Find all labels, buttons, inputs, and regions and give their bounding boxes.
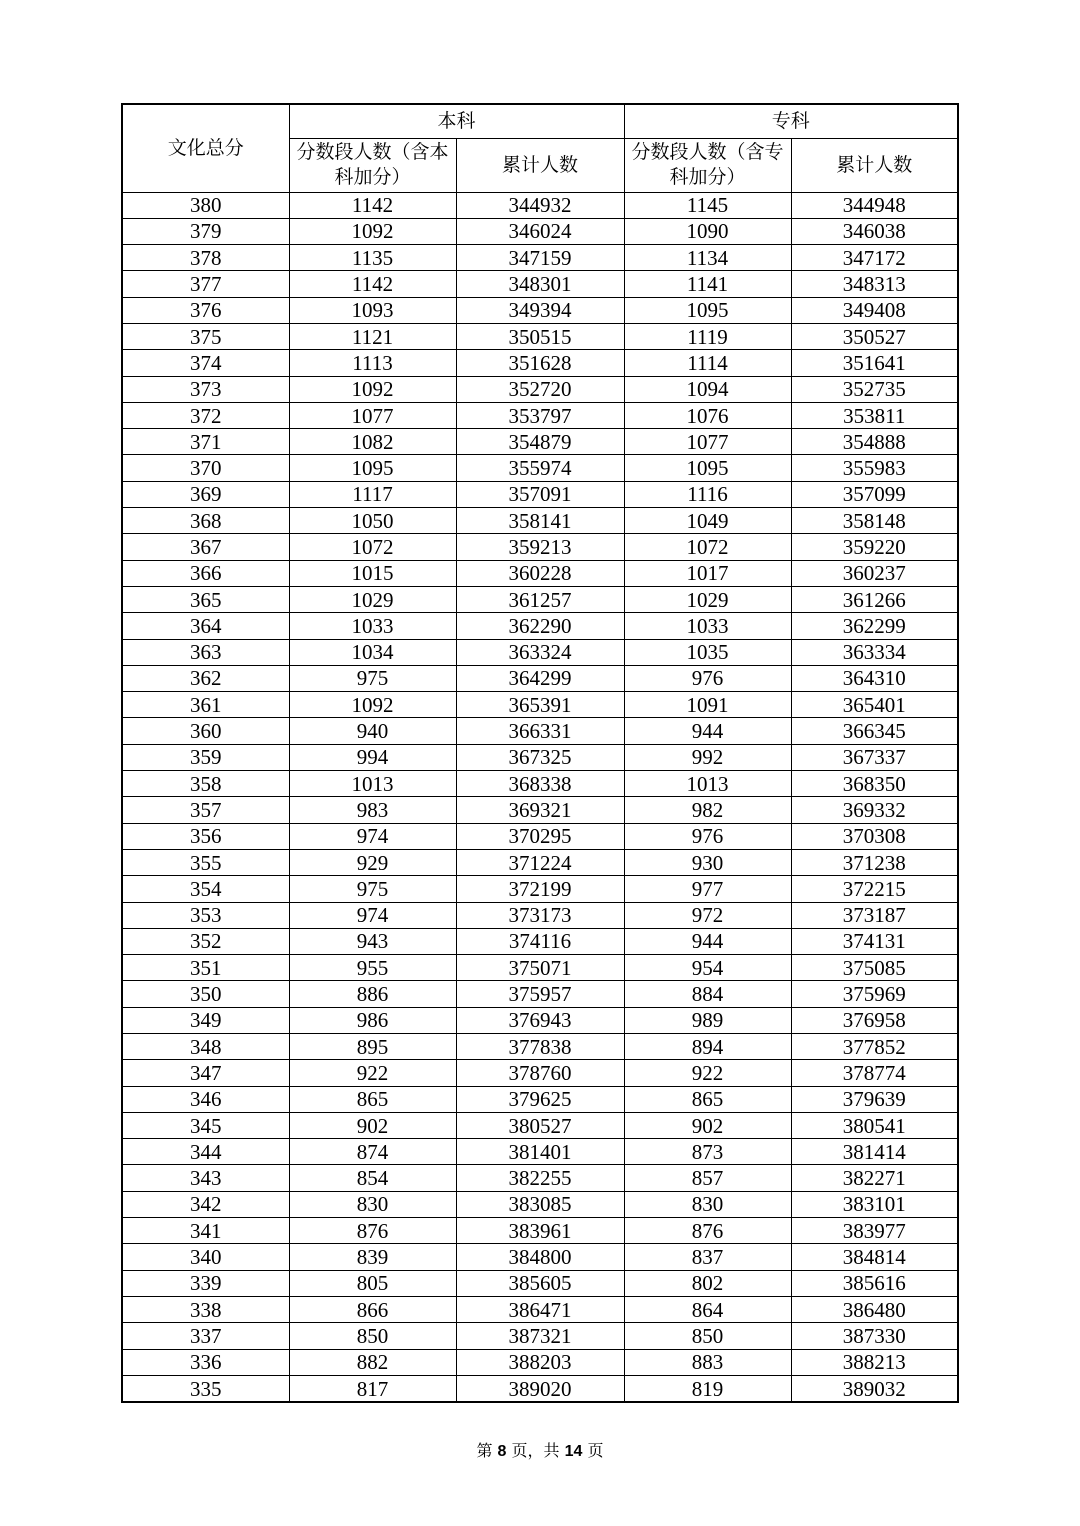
- cell-undergrad-cumulative: 368338: [456, 771, 624, 797]
- cell-undergrad-segment: 922: [289, 1060, 456, 1086]
- cell-score: 378: [122, 245, 289, 271]
- table-row: [122, 1375, 958, 1402]
- table-row: [122, 297, 958, 323]
- cell-junior-segment: 922: [624, 1060, 791, 1086]
- footer-page-number: 8: [497, 1443, 507, 1460]
- cell-junior-cumulative: 355983: [791, 455, 958, 481]
- cell-undergrad-cumulative: 369321: [456, 797, 624, 823]
- cell-junior-segment: 1095: [624, 297, 791, 323]
- table-row: [122, 1191, 958, 1217]
- cell-score: 348: [122, 1034, 289, 1060]
- table-row: [122, 981, 958, 1007]
- table-header: [122, 104, 958, 192]
- cell-junior-segment: 1035: [624, 639, 791, 665]
- cell-junior-cumulative: 354888: [791, 429, 958, 455]
- cell-junior-segment: 873: [624, 1139, 791, 1165]
- cell-score: 380: [122, 192, 289, 218]
- cell-undergrad-cumulative: 354879: [456, 429, 624, 455]
- table-row: [122, 797, 958, 823]
- cell-undergrad-segment: 986: [289, 1007, 456, 1033]
- cell-junior-segment: 954: [624, 955, 791, 981]
- cell-undergrad-cumulative: 379625: [456, 1086, 624, 1112]
- table-row: [122, 1270, 958, 1296]
- cell-undergrad-cumulative: 373173: [456, 902, 624, 928]
- cell-junior-cumulative: 376958: [791, 1007, 958, 1033]
- cell-undergrad-cumulative: 363324: [456, 639, 624, 665]
- cell-undergrad-cumulative: 346024: [456, 218, 624, 244]
- table-row: [122, 1034, 958, 1060]
- cell-junior-segment: 883: [624, 1349, 791, 1375]
- cell-junior-cumulative: 381414: [791, 1139, 958, 1165]
- cell-undergrad-segment: 1142: [289, 271, 456, 297]
- cell-junior-segment: 1076: [624, 402, 791, 428]
- table-row: [122, 928, 958, 954]
- table-row: [122, 955, 958, 981]
- table-row: [122, 1139, 958, 1165]
- table-row: [122, 1323, 958, 1349]
- cell-junior-cumulative: 350527: [791, 323, 958, 349]
- table-row: [122, 1086, 958, 1112]
- cell-undergrad-cumulative: 349394: [456, 297, 624, 323]
- cell-junior-cumulative: 380541: [791, 1112, 958, 1138]
- cell-undergrad-cumulative: 374116: [456, 928, 624, 954]
- cell-junior-cumulative: 389032: [791, 1375, 958, 1402]
- cell-junior-segment: 1114: [624, 350, 791, 376]
- cell-undergrad-cumulative: 371224: [456, 849, 624, 875]
- cell-junior-cumulative: 348313: [791, 271, 958, 297]
- cell-undergrad-segment: 854: [289, 1165, 456, 1191]
- cell-junior-segment: 819: [624, 1375, 791, 1402]
- cell-score: 335: [122, 1375, 289, 1402]
- cell-junior-cumulative: 353811: [791, 402, 958, 428]
- cell-junior-segment: 976: [624, 665, 791, 691]
- cell-junior-segment: 977: [624, 876, 791, 902]
- cell-undergrad-cumulative: 370295: [456, 823, 624, 849]
- cell-undergrad-cumulative: 382255: [456, 1165, 624, 1191]
- table-row: [122, 1007, 958, 1033]
- cell-score: 367: [122, 534, 289, 560]
- cell-junior-cumulative: 368350: [791, 771, 958, 797]
- table-row: [122, 1349, 958, 1375]
- cell-junior-segment: 1119: [624, 323, 791, 349]
- cell-junior-segment: 972: [624, 902, 791, 928]
- table-row: [122, 376, 958, 402]
- score-distribution-table: [121, 103, 959, 1403]
- cell-junior-cumulative: 372215: [791, 876, 958, 902]
- cell-junior-segment: 1141: [624, 271, 791, 297]
- cell-undergrad-cumulative: 380527: [456, 1112, 624, 1138]
- cell-junior-segment: 930: [624, 849, 791, 875]
- table-row: [122, 718, 958, 744]
- cell-undergrad-segment: 975: [289, 876, 456, 902]
- table-row: [122, 402, 958, 428]
- cell-junior-cumulative: 378774: [791, 1060, 958, 1086]
- cell-undergrad-cumulative: 383961: [456, 1218, 624, 1244]
- table-row: [122, 1112, 958, 1138]
- cell-junior-segment: 1077: [624, 429, 791, 455]
- table-row: [122, 1060, 958, 1086]
- cell-junior-cumulative: 375969: [791, 981, 958, 1007]
- cell-undergrad-segment: 1033: [289, 613, 456, 639]
- footer-total-pages: 14: [564, 1443, 583, 1460]
- cell-junior-cumulative: 361266: [791, 586, 958, 612]
- footer-middle: 页，共: [511, 1441, 560, 1460]
- cell-junior-segment: 857: [624, 1165, 791, 1191]
- cell-undergrad-segment: 975: [289, 665, 456, 691]
- table-row: [122, 192, 958, 218]
- cell-junior-cumulative: 377852: [791, 1034, 958, 1060]
- cell-undergrad-cumulative: 344932: [456, 192, 624, 218]
- cell-junior-segment: 1116: [624, 481, 791, 507]
- cell-junior-cumulative: 362299: [791, 613, 958, 639]
- cell-undergrad-segment: 1050: [289, 508, 456, 534]
- cell-score: 337: [122, 1323, 289, 1349]
- header-junior-segment: 分数段人数（含专科加分）: [624, 138, 791, 192]
- cell-undergrad-cumulative: 355974: [456, 455, 624, 481]
- cell-junior-segment: 1017: [624, 560, 791, 586]
- table-row: [122, 665, 958, 691]
- cell-undergrad-segment: 1095: [289, 455, 456, 481]
- cell-score: 341: [122, 1218, 289, 1244]
- cell-junior-cumulative: 375085: [791, 955, 958, 981]
- cell-undergrad-cumulative: 360228: [456, 560, 624, 586]
- cell-junior-cumulative: 371238: [791, 849, 958, 875]
- cell-undergrad-cumulative: 350515: [456, 323, 624, 349]
- cell-undergrad-cumulative: 378760: [456, 1060, 624, 1086]
- cell-undergrad-cumulative: 372199: [456, 876, 624, 902]
- cell-junior-segment: 989: [624, 1007, 791, 1033]
- table-row: [122, 323, 958, 349]
- cell-undergrad-segment: 1013: [289, 771, 456, 797]
- table-row: [122, 429, 958, 455]
- cell-undergrad-segment: 865: [289, 1086, 456, 1112]
- cell-score: 353: [122, 902, 289, 928]
- cell-junior-cumulative: 373187: [791, 902, 958, 928]
- cell-junior-segment: 1033: [624, 613, 791, 639]
- cell-score: 375: [122, 323, 289, 349]
- cell-undergrad-segment: 955: [289, 955, 456, 981]
- cell-undergrad-cumulative: 381401: [456, 1139, 624, 1165]
- cell-score: 347: [122, 1060, 289, 1086]
- cell-score: 342: [122, 1191, 289, 1217]
- cell-score: 368: [122, 508, 289, 534]
- cell-junior-cumulative: 365401: [791, 692, 958, 718]
- cell-undergrad-segment: 850: [289, 1323, 456, 1349]
- cell-score: 336: [122, 1349, 289, 1375]
- cell-junior-segment: 1049: [624, 508, 791, 534]
- header-undergrad-segment: 分数段人数（含本科加分）: [289, 138, 456, 192]
- cell-score: 340: [122, 1244, 289, 1270]
- table-row: [122, 771, 958, 797]
- cell-score: 377: [122, 271, 289, 297]
- table-row: [122, 508, 958, 534]
- cell-undergrad-segment: 940: [289, 718, 456, 744]
- cell-undergrad-segment: 1029: [289, 586, 456, 612]
- cell-score: 363: [122, 639, 289, 665]
- cell-junior-cumulative: 357099: [791, 481, 958, 507]
- cell-score: 370: [122, 455, 289, 481]
- cell-undergrad-segment: 1142: [289, 192, 456, 218]
- cell-undergrad-cumulative: 375071: [456, 955, 624, 981]
- cell-undergrad-segment: 1082: [289, 429, 456, 455]
- cell-score: 343: [122, 1165, 289, 1191]
- cell-junior-segment: 982: [624, 797, 791, 823]
- cell-undergrad-cumulative: 351628: [456, 350, 624, 376]
- header-undergrad-cumulative: 累计人数: [456, 138, 624, 192]
- cell-undergrad-cumulative: 358141: [456, 508, 624, 534]
- cell-undergrad-segment: 882: [289, 1349, 456, 1375]
- cell-undergrad-cumulative: 361257: [456, 586, 624, 612]
- cell-junior-segment: 992: [624, 744, 791, 770]
- page-footer: [0, 1438, 1080, 1461]
- cell-score: 372: [122, 402, 289, 428]
- cell-junior-cumulative: 346038: [791, 218, 958, 244]
- cell-junior-cumulative: 363334: [791, 639, 958, 665]
- cell-score: 355: [122, 849, 289, 875]
- cell-junior-cumulative: 359220: [791, 534, 958, 560]
- cell-undergrad-cumulative: 366331: [456, 718, 624, 744]
- cell-junior-cumulative: 358148: [791, 508, 958, 534]
- cell-junior-segment: 884: [624, 981, 791, 1007]
- cell-undergrad-segment: 886: [289, 981, 456, 1007]
- table-row: [122, 1244, 958, 1270]
- cell-junior-cumulative: 388213: [791, 1349, 958, 1375]
- cell-undergrad-segment: 876: [289, 1218, 456, 1244]
- cell-undergrad-cumulative: 348301: [456, 271, 624, 297]
- cell-undergrad-cumulative: 389020: [456, 1375, 624, 1402]
- table-row: [122, 455, 958, 481]
- cell-undergrad-cumulative: 365391: [456, 692, 624, 718]
- header-junior-cumulative: 累计人数: [791, 138, 958, 192]
- cell-undergrad-segment: 983: [289, 797, 456, 823]
- cell-undergrad-cumulative: 347159: [456, 245, 624, 271]
- header-junior: 专科: [624, 104, 958, 138]
- cell-junior-cumulative: 364310: [791, 665, 958, 691]
- cell-undergrad-segment: 874: [289, 1139, 456, 1165]
- cell-junior-cumulative: 382271: [791, 1165, 958, 1191]
- cell-junior-segment: 902: [624, 1112, 791, 1138]
- cell-junior-cumulative: 387330: [791, 1323, 958, 1349]
- cell-junior-cumulative: 344948: [791, 192, 958, 218]
- cell-undergrad-cumulative: 376943: [456, 1007, 624, 1033]
- cell-score: 369: [122, 481, 289, 507]
- cell-score: 345: [122, 1112, 289, 1138]
- cell-junior-segment: 1029: [624, 586, 791, 612]
- cell-score: 350: [122, 981, 289, 1007]
- footer-suffix: 页: [587, 1441, 604, 1460]
- cell-undergrad-cumulative: 387321: [456, 1323, 624, 1349]
- cell-undergrad-segment: 1135: [289, 245, 456, 271]
- cell-undergrad-cumulative: 377838: [456, 1034, 624, 1060]
- table-row: [122, 218, 958, 244]
- cell-junior-segment: 944: [624, 928, 791, 954]
- cell-junior-cumulative: 366345: [791, 718, 958, 744]
- cell-undergrad-cumulative: 388203: [456, 1349, 624, 1375]
- cell-junior-segment: 1091: [624, 692, 791, 718]
- cell-junior-cumulative: 367337: [791, 744, 958, 770]
- table-row: [122, 481, 958, 507]
- cell-junior-segment: 1072: [624, 534, 791, 560]
- cell-undergrad-cumulative: 386471: [456, 1296, 624, 1322]
- cell-junior-cumulative: 374131: [791, 928, 958, 954]
- cell-score: 360: [122, 718, 289, 744]
- cell-junior-cumulative: 385616: [791, 1270, 958, 1296]
- cell-score: 364: [122, 613, 289, 639]
- cell-score: 365: [122, 586, 289, 612]
- cell-score: 351: [122, 955, 289, 981]
- cell-junior-segment: 1094: [624, 376, 791, 402]
- cell-undergrad-segment: 1117: [289, 481, 456, 507]
- table-row: [122, 823, 958, 849]
- cell-score: 356: [122, 823, 289, 849]
- cell-junior-segment: 850: [624, 1323, 791, 1349]
- cell-undergrad-cumulative: 383085: [456, 1191, 624, 1217]
- cell-undergrad-cumulative: 357091: [456, 481, 624, 507]
- cell-junior-cumulative: 349408: [791, 297, 958, 323]
- cell-score: 373: [122, 376, 289, 402]
- table-row: [122, 1165, 958, 1191]
- cell-undergrad-cumulative: 364299: [456, 665, 624, 691]
- table-body: [122, 192, 958, 1402]
- cell-junior-cumulative: 360237: [791, 560, 958, 586]
- cell-score: 357: [122, 797, 289, 823]
- cell-score: 344: [122, 1139, 289, 1165]
- cell-junior-cumulative: 383101: [791, 1191, 958, 1217]
- cell-junior-segment: 802: [624, 1270, 791, 1296]
- cell-undergrad-segment: 830: [289, 1191, 456, 1217]
- cell-score: 354: [122, 876, 289, 902]
- cell-junior-segment: 1090: [624, 218, 791, 244]
- cell-undergrad-segment: 1113: [289, 350, 456, 376]
- cell-junior-cumulative: 386480: [791, 1296, 958, 1322]
- cell-score: 338: [122, 1296, 289, 1322]
- cell-junior-segment: 976: [624, 823, 791, 849]
- cell-score: 346: [122, 1086, 289, 1112]
- cell-undergrad-segment: 1077: [289, 402, 456, 428]
- cell-score: 361: [122, 692, 289, 718]
- cell-junior-segment: 876: [624, 1218, 791, 1244]
- cell-undergrad-segment: 1034: [289, 639, 456, 665]
- header-undergrad: 本科: [289, 104, 624, 138]
- table-row: [122, 560, 958, 586]
- cell-junior-segment: 1145: [624, 192, 791, 218]
- cell-undergrad-segment: 929: [289, 849, 456, 875]
- cell-junior-cumulative: 370308: [791, 823, 958, 849]
- footer-prefix: 第: [476, 1441, 493, 1460]
- table-row: [122, 849, 958, 875]
- cell-undergrad-segment: 1015: [289, 560, 456, 586]
- table-row: [122, 534, 958, 560]
- cell-undergrad-cumulative: 362290: [456, 613, 624, 639]
- cell-junior-segment: 894: [624, 1034, 791, 1060]
- table-row: [122, 586, 958, 612]
- cell-score: 371: [122, 429, 289, 455]
- cell-score: 376: [122, 297, 289, 323]
- cell-junior-cumulative: 351641: [791, 350, 958, 376]
- cell-score: 358: [122, 771, 289, 797]
- cell-undergrad-segment: 1072: [289, 534, 456, 560]
- cell-junior-cumulative: 347172: [791, 245, 958, 271]
- cell-undergrad-segment: 1092: [289, 218, 456, 244]
- cell-undergrad-segment: 1093: [289, 297, 456, 323]
- cell-junior-cumulative: 384814: [791, 1244, 958, 1270]
- cell-junior-segment: 837: [624, 1244, 791, 1270]
- table-row: [122, 350, 958, 376]
- cell-undergrad-cumulative: 375957: [456, 981, 624, 1007]
- table-row: [122, 639, 958, 665]
- cell-undergrad-cumulative: 385605: [456, 1270, 624, 1296]
- table-row: [122, 1218, 958, 1244]
- cell-undergrad-cumulative: 352720: [456, 376, 624, 402]
- cell-undergrad-cumulative: 353797: [456, 402, 624, 428]
- header-score: 文化总分: [122, 104, 289, 192]
- cell-undergrad-cumulative: 384800: [456, 1244, 624, 1270]
- cell-score: 362: [122, 665, 289, 691]
- cell-score: 359: [122, 744, 289, 770]
- cell-score: 366: [122, 560, 289, 586]
- cell-junior-segment: 944: [624, 718, 791, 744]
- cell-junior-cumulative: 383977: [791, 1218, 958, 1244]
- cell-junior-cumulative: 379639: [791, 1086, 958, 1112]
- cell-score: 352: [122, 928, 289, 954]
- cell-score: 374: [122, 350, 289, 376]
- table-row: [122, 271, 958, 297]
- cell-undergrad-segment: 974: [289, 823, 456, 849]
- cell-junior-segment: 865: [624, 1086, 791, 1112]
- table-row: [122, 876, 958, 902]
- table-row: [122, 245, 958, 271]
- table-row: [122, 613, 958, 639]
- cell-undergrad-segment: 902: [289, 1112, 456, 1138]
- table-row: [122, 744, 958, 770]
- cell-undergrad-segment: 1121: [289, 323, 456, 349]
- table-row: [122, 902, 958, 928]
- cell-junior-cumulative: 352735: [791, 376, 958, 402]
- cell-undergrad-segment: 817: [289, 1375, 456, 1402]
- cell-score: 349: [122, 1007, 289, 1033]
- cell-undergrad-cumulative: 359213: [456, 534, 624, 560]
- cell-junior-segment: 1134: [624, 245, 791, 271]
- cell-undergrad-segment: 994: [289, 744, 456, 770]
- cell-undergrad-segment: 974: [289, 902, 456, 928]
- cell-undergrad-segment: 805: [289, 1270, 456, 1296]
- cell-undergrad-segment: 1092: [289, 376, 456, 402]
- cell-score: 339: [122, 1270, 289, 1296]
- cell-undergrad-cumulative: 367325: [456, 744, 624, 770]
- cell-undergrad-segment: 895: [289, 1034, 456, 1060]
- cell-undergrad-segment: 839: [289, 1244, 456, 1270]
- cell-undergrad-segment: 1092: [289, 692, 456, 718]
- cell-junior-cumulative: 369332: [791, 797, 958, 823]
- table-row: [122, 1296, 958, 1322]
- cell-score: 379: [122, 218, 289, 244]
- cell-junior-segment: 1013: [624, 771, 791, 797]
- cell-undergrad-segment: 866: [289, 1296, 456, 1322]
- cell-junior-segment: 1095: [624, 455, 791, 481]
- table-row: [122, 692, 958, 718]
- cell-undergrad-segment: 943: [289, 928, 456, 954]
- cell-junior-segment: 864: [624, 1296, 791, 1322]
- cell-junior-segment: 830: [624, 1191, 791, 1217]
